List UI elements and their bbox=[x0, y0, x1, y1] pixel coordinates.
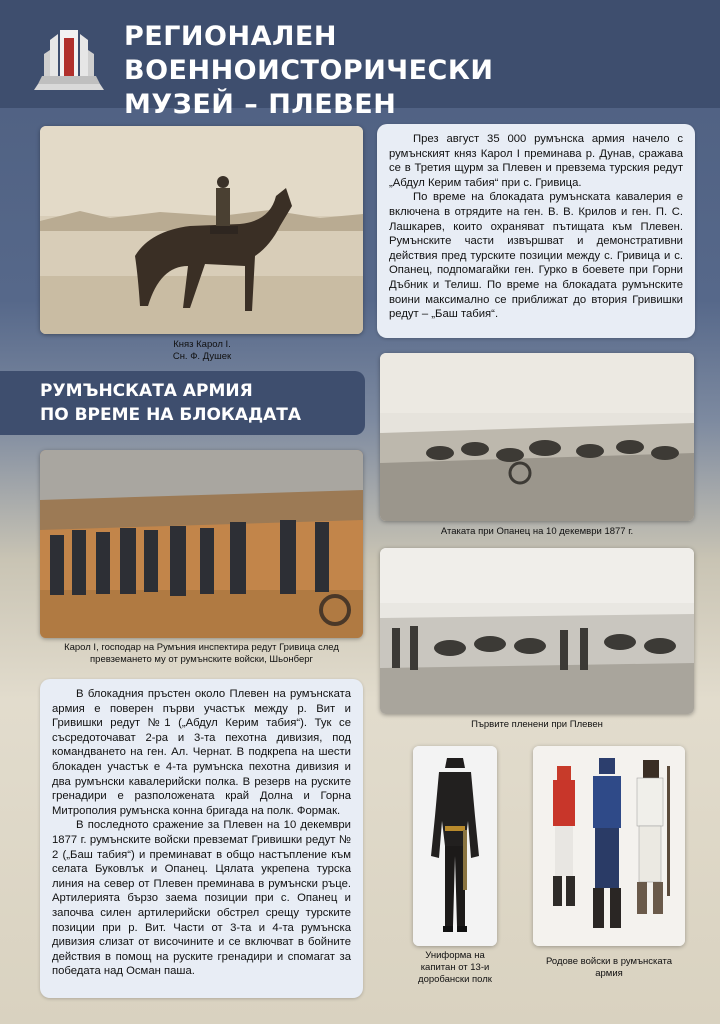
main-paragraph-1: В блокадния пръстен около Плевен на румънската армия е поверен първи участък между р. Вит и Гривишки редут №1 („Абдул Керим табия“). Тук се съсредоточават 2-ра и 3-та пехотна дивизия, под командването на ген. Ал. Чернат. В подкрепа на шести блокаден участък е 4-та румънска пехотна дивизия и два румънски кавалерийски полка. В резерв на руските гренадири е разположената край Долна и Горна Митрополия румънска конна бригада на полк. Формак. bbox=[52, 688, 351, 817]
troops-caption-line-1: Родове войски в румънската bbox=[545, 956, 672, 967]
main-paragraph-2: В последното сражение за Плевен на 10 декември 1877 г. румънските войски превземат Гривишки редут № 2 („Баш табия“) и преминават в общо настъпление към селата Буковлък и Опанец. Цялата укрепена турска линия на север от Плевен преминава в румънски ръце. Артилерията бързо заема позиции при с. Опанец и започва силен артилерийски обстрел срещу турските позиции при р. Вит. Части от 3-та и 4-та румънска дивизия слизат от височините и се включват в бойните действия в помощ на руските гренадири и спомагат за победата над Осман паша. bbox=[52, 819, 351, 978]
museum-monument-icon bbox=[28, 24, 110, 90]
inspection-caption: Карол I, господар на Румъния инспектира редут Гривица след превземането му от румънските войски, Шьонберг bbox=[64, 642, 339, 665]
karol-caption-line-2: Сн. Ф. Душек bbox=[172, 351, 232, 362]
troops-illustration bbox=[533, 746, 685, 946]
uniform-photo bbox=[413, 746, 497, 946]
troops-caption-line-2: армия bbox=[595, 968, 623, 979]
prisoners-caption: Първите пленени при Плевен bbox=[471, 719, 603, 730]
karol-caption-line-1: Княз Карол I. bbox=[173, 339, 231, 350]
title-line-2: МУЗЕЙ – ПЛЕВЕН bbox=[124, 89, 397, 120]
intro-paragraph-1: През август 35 000 румънска армия начело с румънският княз Карол I преминава р. Дунав, сражава се в Третия щурм за Плевен и превзема турския редут „Абдул Керим табия“ при с. Гривица. bbox=[389, 133, 683, 189]
page-title bbox=[124, 20, 704, 122]
karol-horse-photo bbox=[40, 126, 363, 334]
inspection-redoubt-photo bbox=[40, 450, 363, 638]
attack-caption: Атаката при Опанец на 10 декември 1877 г. bbox=[440, 526, 634, 537]
section-title bbox=[0, 371, 365, 435]
uniform-caption-line-3: доробански полк bbox=[418, 974, 492, 985]
uniform-caption bbox=[400, 950, 510, 986]
intro-paragraph-2: По време на блокадата румънската кавалерия е включена в отрядите на ген. В. В. Крилов и ген. П. С. Лашкарев, които охраняват пътищата към Плевен. Румънските части извършват и демонстративни действия пред турските позиции между с. Гривица и с. Опанец, подпомагайки ген. Гурко в боевете при Горни Дъбник и Телиш. По време на блокадата румънските воини максимално се приближат до втория Гривишки редут – „Баш табия“. bbox=[389, 191, 683, 321]
main-text-box bbox=[40, 679, 363, 998]
page-header bbox=[0, 0, 720, 120]
title-line-1: РЕГИОНАЛЕН ВОЕННОИСТОРИЧЕСКИ bbox=[124, 21, 494, 86]
uniform-caption-line-2: капитан от 13-и bbox=[420, 962, 490, 973]
section-title-line-2: ПО ВРЕМЕ НА БЛОКАДАТА bbox=[40, 405, 302, 425]
section-title-line-1: РУМЪНСКАТА АРМИЯ bbox=[40, 381, 253, 401]
attack-opanets-photo bbox=[380, 353, 694, 521]
karol-caption bbox=[140, 339, 264, 363]
uniform-caption-line-1: Униформа на bbox=[425, 950, 485, 961]
intro-text-box bbox=[377, 124, 695, 338]
troops-caption bbox=[525, 956, 693, 980]
first-prisoners-photo bbox=[380, 548, 694, 714]
